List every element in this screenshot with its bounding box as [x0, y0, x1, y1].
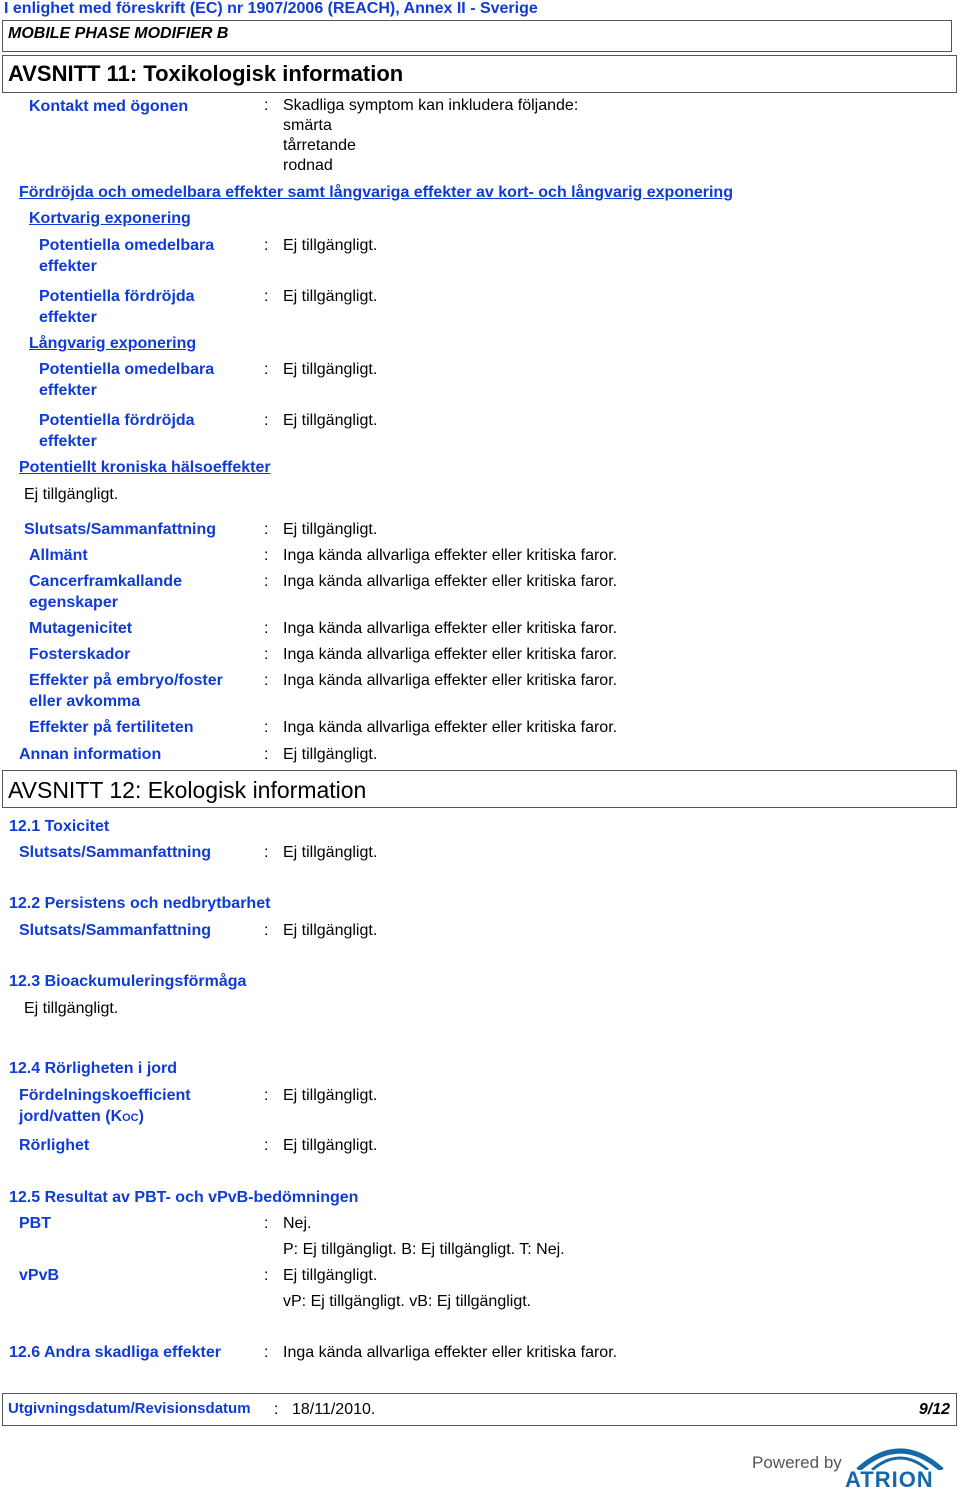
- eco-toxicity-conclusion-label: Slutsats/Sammanfattning: [19, 844, 212, 861]
- issue-date-label: Utgivningsdatum/Revisionsdatum: [8, 1400, 251, 1417]
- pbt-heading: 12.5 Resultat av PBT- och vPvB-bedömningen: [9, 1189, 359, 1206]
- general-value: Inga kända allvarliga effekter eller kritiska faror.: [283, 547, 618, 564]
- colon: :: [264, 97, 269, 114]
- colon: :: [264, 288, 269, 305]
- colon: :: [264, 547, 269, 564]
- pbt-label: PBT: [19, 1215, 51, 1232]
- colon: :: [264, 719, 269, 736]
- teratogenicity-label: Fosterskador: [29, 646, 131, 663]
- long-delayed-label-1: Potentiella fördröjda: [39, 412, 195, 429]
- colon: :: [264, 521, 269, 538]
- mobility-heading: 12.4 Rörligheten i jord: [9, 1060, 178, 1077]
- bioaccumulation-heading: 12.3 Bioackumuleringsförmåga: [9, 973, 247, 990]
- long-immediate-label-1: Potentiella omedelbara: [39, 361, 215, 378]
- other-effects-heading: 12.6 Andra skadliga effekter: [9, 1344, 221, 1361]
- short-delayed-value: Ej tillgängligt.: [283, 288, 378, 305]
- colon: :: [274, 1401, 279, 1418]
- vpvb-value: Ej tillgängligt.: [283, 1267, 378, 1284]
- colon: :: [264, 620, 269, 637]
- pbt-detail: P: Ej tillgängligt. B: Ej tillgängligt. T: Nej.: [283, 1241, 565, 1258]
- colon: :: [264, 746, 269, 763]
- chronic-effects-value: Ej tillgängligt.: [24, 486, 119, 503]
- eye-contact-line-1: Skadliga symptom kan inkludera följande:: [283, 97, 579, 114]
- partition-coefficient-value: Ej tillgängligt.: [283, 1087, 378, 1104]
- document-regulation-title: I enlighet med föreskrift (EC) nr 1907/2006 (REACH), Annex II - Sverige: [4, 0, 538, 17]
- short-term-exposure-heading: Kortvarig exponering: [29, 210, 191, 227]
- colon: :: [264, 1267, 269, 1284]
- colon: :: [264, 646, 269, 663]
- other-effects-value: Inga kända allvarliga effekter eller kritiska faror.: [283, 1344, 618, 1361]
- colon: :: [264, 844, 269, 861]
- colon: :: [264, 1215, 269, 1232]
- long-immediate-label-2: effekter: [39, 382, 97, 399]
- colon: :: [264, 237, 269, 254]
- atrion-arc-logo-icon: [850, 1440, 950, 1470]
- eco-toxicity-conclusion-value: Ej tillgängligt.: [283, 844, 378, 861]
- eye-contact-line-3: tårretande: [283, 137, 356, 154]
- mobility-label: Rörlighet: [19, 1137, 90, 1154]
- page-number: 9/12: [918, 1401, 950, 1418]
- pbt-value: Nej.: [283, 1215, 312, 1232]
- carcinogenic-value: Inga kända allvarliga effekter eller kritiska faror.: [283, 573, 618, 590]
- long-immediate-value: Ej tillgängligt.: [283, 361, 378, 378]
- other-info-value: Ej tillgängligt.: [283, 746, 378, 763]
- colon: :: [264, 1344, 269, 1361]
- eye-contact-line-4: rodnad: [283, 157, 333, 174]
- colon: :: [264, 1087, 269, 1104]
- short-immediate-value: Ej tillgängligt.: [283, 237, 378, 254]
- colon: :: [264, 672, 269, 689]
- short-immediate-label-1: Potentiella omedelbara: [39, 237, 215, 254]
- fertility-label: Effekter på fertiliteten: [29, 719, 194, 736]
- developmental-label-1: Effekter på embryo/foster: [29, 672, 223, 689]
- general-label: Allmänt: [29, 547, 88, 564]
- long-delayed-label-2: effekter: [39, 433, 97, 450]
- bioaccumulation-value: Ej tillgängligt.: [24, 1000, 119, 1017]
- teratogenicity-value: Inga kända allvarliga effekter eller kritiska faror.: [283, 646, 618, 663]
- other-info-label: Annan information: [19, 746, 162, 763]
- short-delayed-label-2: effekter: [39, 309, 97, 326]
- carcinogenic-label-1: Cancerframkallande: [29, 573, 182, 590]
- tox-conclusion-value: Ej tillgängligt.: [283, 521, 378, 538]
- powered-by-text: Powered by: [752, 1453, 842, 1472]
- colon: :: [264, 1137, 269, 1154]
- eye-contact-label: Kontakt med ögonen: [29, 98, 189, 115]
- short-delayed-label-1: Potentiella fördröjda: [39, 288, 195, 305]
- colon: :: [264, 412, 269, 429]
- product-name: MOBILE PHASE MODIFIER B: [8, 25, 229, 42]
- partition-coefficient-label-2: jord/vatten (KOC): [19, 1108, 144, 1125]
- partition-coefficient-label-1: Fördelningskoefficient: [19, 1087, 191, 1104]
- vpvb-label: vPvB: [19, 1267, 60, 1284]
- section-12-title: AVSNITT 12: Ekologisk information: [8, 777, 367, 803]
- developmental-label-2: eller avkomma: [29, 693, 141, 710]
- issue-date-value: 18/11/2010.: [292, 1401, 376, 1418]
- toxicity-heading: 12.1 Toxicitet: [9, 818, 110, 835]
- fertility-value: Inga kända allvarliga effekter eller kritiska faror.: [283, 719, 618, 736]
- persistence-conclusion-value: Ej tillgängligt.: [283, 922, 378, 939]
- long-term-exposure-heading: Långvarig exponering: [29, 335, 197, 352]
- colon: :: [264, 573, 269, 590]
- atrion-logo-text: ATRION: [845, 1467, 934, 1492]
- mutagenicity-label: Mutagenicitet: [29, 620, 133, 637]
- eye-contact-line-2: smärta: [283, 117, 332, 134]
- developmental-value: Inga kända allvarliga effekter eller kritiska faror.: [283, 672, 618, 689]
- tox-conclusion-label: Slutsats/Sammanfattning: [24, 521, 217, 538]
- mobility-value: Ej tillgängligt.: [283, 1137, 378, 1154]
- vpvb-detail: vP: Ej tillgängligt. vB: Ej tillgängligt.: [283, 1293, 532, 1310]
- section-11-title: AVSNITT 11: Toxikologisk information: [8, 61, 404, 86]
- long-delayed-value: Ej tillgängligt.: [283, 412, 378, 429]
- persistence-heading: 12.2 Persistens och nedbrytbarhet: [9, 895, 271, 912]
- short-immediate-label-2: effekter: [39, 258, 97, 275]
- mutagenicity-value: Inga kända allvarliga effekter eller kritiska faror.: [283, 620, 618, 637]
- colon: :: [264, 361, 269, 378]
- delayed-immediate-heading: Fördröjda och omedelbara effekter samt långvariga effekter av kort- och långvarig exponering: [19, 184, 733, 201]
- persistence-conclusion-label: Slutsats/Sammanfattning: [19, 922, 212, 939]
- carcinogenic-label-2: egenskaper: [29, 594, 118, 611]
- colon: :: [264, 922, 269, 939]
- chronic-effects-heading: Potentiellt kroniska hälsoeffekter: [19, 459, 271, 476]
